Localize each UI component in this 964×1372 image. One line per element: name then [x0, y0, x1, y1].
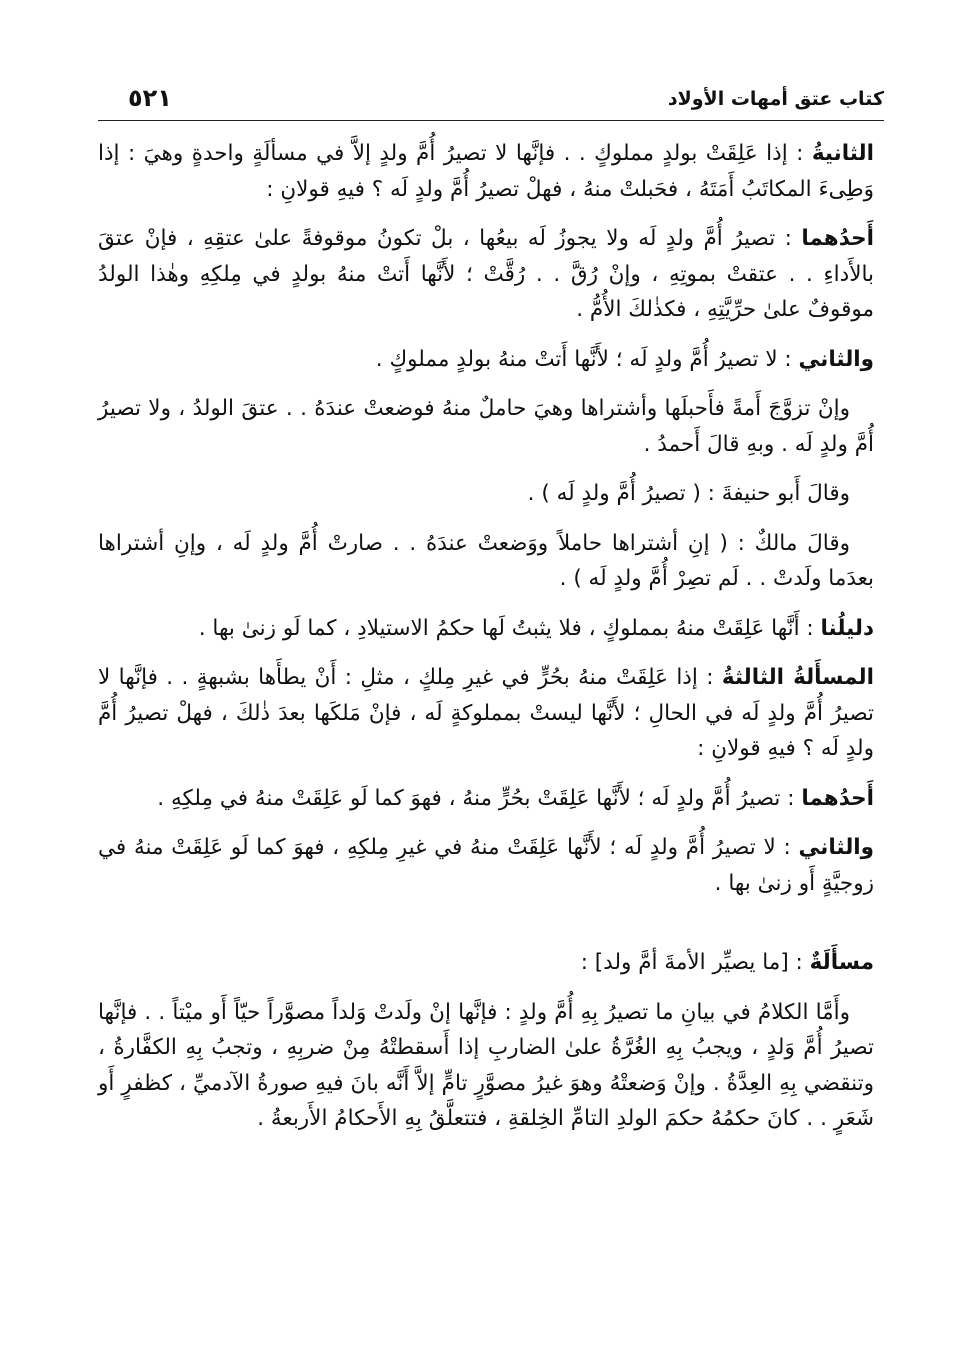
running-title: كتاب عتق أمهات الأولاد: [667, 88, 884, 110]
paragraph: [98, 476, 874, 512]
paragraph-text: : أَنَّها عَلِقَتْ منهُ بمملوكٍ ، فلا يثبتُ لَها حكمُ الاستيلادِ ، كما لَو زنىٰ بها .: [198, 615, 821, 641]
paragraph-text: : إذا عَلِقَتْ منهُ بحُرٍّ في غيرِ مِلكٍ ، مثلِ : أَنْ يطأَها بشبهةٍ . . فإنَّها لا تصيرُ أُمَّ ولدٍ لَه في الحالِ ؛ لأَنَّها ليستْ بمملوكةٍ لَه ، فإنْ مَلكَها بعدَ ذٰلكَ ، فهلْ تصيرُ أُمَّ ولدٍ لَه ؟ فيهِ قولانِ :: [98, 665, 874, 761]
section-title: مسأَلَةٌ: [809, 950, 874, 975]
body-text: [98, 136, 874, 1151]
paragraph-lead: والثاني: [798, 835, 874, 860]
section-subtitle: : [ما يصيِّر الأمةَ أمَّ ولد] :: [580, 950, 810, 975]
paragraph: [98, 995, 874, 1137]
paragraph: [98, 660, 874, 767]
paragraph-text: وإنْ تزوَّجَ أَمةً فأَحبلَها وأشتراها وهيَ حاملٌ منهُ فوضعتْ عندَهُ . . عتقَ الولدُ ، ولا تصيرُ أُمَّ ولدٍ لَه . وبهِ قالَ أَحمدُ .: [98, 396, 874, 457]
paragraph-lead: الثانيةُ: [811, 141, 874, 166]
paragraph-text: وقالَ مالكٌ : ( إنِ أشتراها حاملاً ووَضعتْ عندَهُ . . صارتْ أُمَّ ولدٍ لَه ، وإنِ أشتراها بعدَما ولَدتْ . . لَم تصِرْ أُمَّ ولدٍ لَه ) .: [98, 530, 874, 591]
paragraph-lead: أَحدُهما: [801, 226, 874, 251]
paragraph: [98, 611, 874, 647]
section-heading: [98, 945, 874, 981]
paragraph: [98, 391, 874, 462]
paragraph-text: : تصيرُ أُمَّ ولدٍ لَه ؛ لأَنَّها عَلِقَتْ بحُرٍّ منهُ ، فهوَ كما لَو عَلِقَتْ منهُ في مِلكِهِ .: [157, 785, 802, 811]
paragraph: [98, 830, 874, 901]
paragraph-lead: المسأَلةُ الثالثةُ: [721, 665, 874, 690]
page-number: ٥٢١: [128, 84, 172, 112]
paragraph: [98, 136, 874, 207]
paragraph-text: وأَمَّا الكلامُ في بيانِ ما تصيرُ بِهِ أُمَّ ولدٍ : فإنَّها إنْ ولَدتْ وَلداً مصوَّراً حيّاً أَو ميْتاً . . فإنَّها تصيرُ أُمَّ وَلدٍ ، ويجبُ بِهِ الغُرَّةُ علىٰ الضاربِ إذا أَسقطتْهُ مِنْ ضربِهِ ، وتجبُ بِهِ الكفَّارةُ ، وتنقضي بِهِ العِدَّةُ . وإنْ وَضعتْهُ وهوَ غيرُ مصوَّرٍ تامٍّ إلاَّ أَنَّه بانَ فيهِ صورةُ الآدميِّ ، كظفرٍ أَو شَعَرٍ . . كانَ حكمُهُ حكمَ الولدِ التامِّ الخِلقةِ ، فتتعلَّقُ بِهِ الأَحكامُ الأَربعةُ .: [98, 999, 874, 1131]
paragraph-lead: والثاني: [798, 346, 874, 372]
paragraph: [98, 342, 874, 378]
paragraph-lead: أَحدُهما: [801, 785, 874, 811]
paragraph-text: : تصيرُ أُمَّ ولدٍ لَه ولا يجوزُ لَه بيعُها ، بلْ تكونُ موقوفةً علىٰ عتقِهِ ، فإنْ عتقَ بالأَداءِ . . عتقتْ بموتِهِ ، وإنْ رُقَّ . . رُقَّتْ ؛ لأَنَّها أَتتْ منهُ بولدٍ في مِلكِهِ وهٰذا الولدُ موقوفٌ علىٰ حرِّيَّتِهِ ، فكذٰلكَ الأُمُّ .: [98, 226, 874, 322]
paragraph-lead: دليلُنا: [820, 615, 874, 641]
page-header: [98, 80, 884, 121]
paragraph: [98, 781, 874, 817]
paragraph-text: : لا تصيرُ أُمَّ ولدٍ لَه ؛ لأَنَّها عَلِقَتْ منهُ في غيرِ مِلكِهِ ، فهوَ كما لَو عَلِقَتْ منهُ في زوجيَّةٍ أَو زنىٰ بها .: [98, 835, 874, 896]
paragraph: [98, 221, 874, 328]
paragraph-text: : إذا عَلِقَتْ بولدٍ مملوكٍ . . فإنَّها لا تصيرُ أُمَّ ولدٍ إلاَّ في مسألَةٍ واحدةٍ وهيَ : إذا وَطِىءَ المكاتَبُ أَمَتَهُ ، فحَبلتْ منهُ ، فهلْ تصيرُ أُمَّ ولدٍ لَه ؟ فيهِ قولانِ :: [98, 141, 874, 202]
paragraph-text: : لا تصيرُ أُمَّ ولدٍ لَه ؛ لأَنَّها أَتتْ منهُ بولدٍ مملوكٍ .: [375, 346, 799, 372]
paragraph: [98, 526, 874, 597]
paragraph-text: وقالَ أَبو حنيفةَ : ( تصيرُ أُمَّ ولدٍ لَه ) .: [527, 481, 850, 506]
